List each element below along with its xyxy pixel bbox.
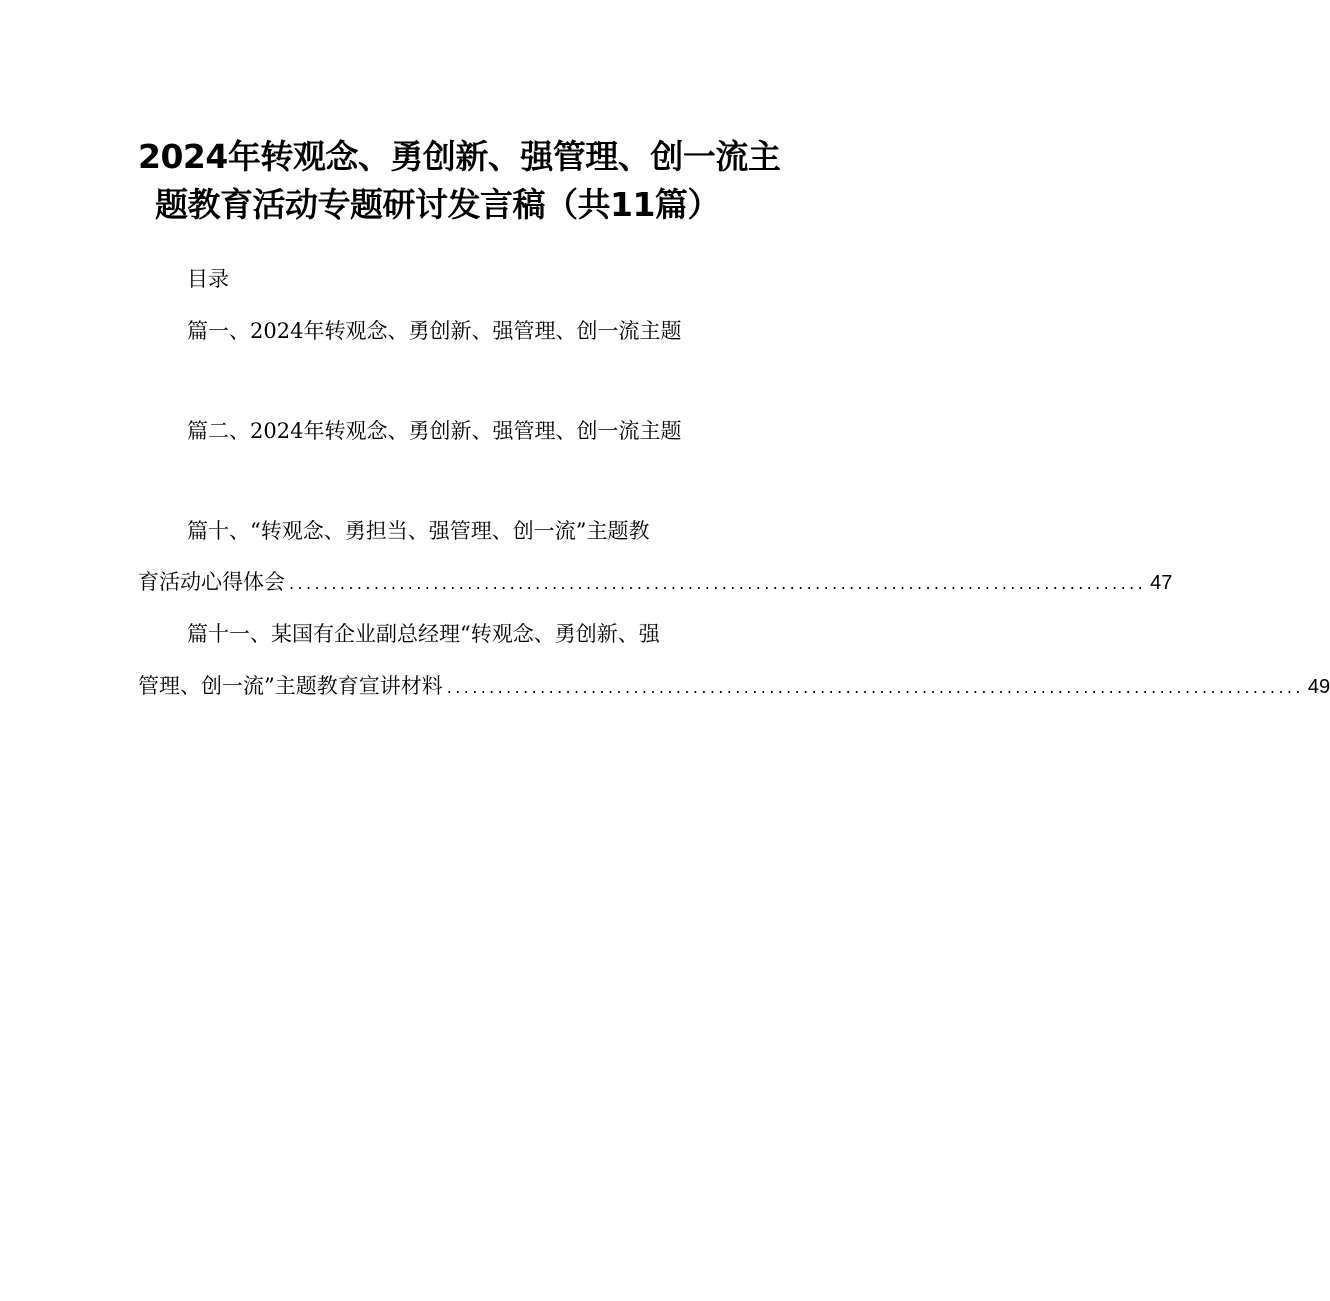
toc-page-number: 49 — [1307, 676, 1330, 698]
toc-entry-1[interactable]: 篇一、2024年转观念、勇创新、强管理、创一流主题 — [187, 319, 682, 343]
document-title-line-2: 题教育活动专题研讨发言稿（共11篇） — [155, 185, 720, 224]
document-title-line-1: 2024年转观念、勇创新、强管理、创一流主 — [138, 137, 781, 176]
toc-entry-11-line-2[interactable] — [138, 671, 1330, 703]
toc-entry-10-line-1[interactable]: 篇十、“转观念、勇担当、强管理、创一流”主题教 — [187, 519, 650, 543]
toc-leader-dots: ..................................................................................................... — [289, 574, 1147, 593]
toc-entry-10-line-2[interactable] — [138, 567, 1173, 599]
toc-entry-2[interactable]: 篇二、2024年转观念、勇创新、强管理、创一流主题 — [187, 419, 682, 443]
toc-entry-11-line-1[interactable]: 篇十一、某国有企业副总经理“转观念、勇创新、强 — [187, 622, 660, 646]
toc-page-number: 47 — [1150, 572, 1173, 594]
toc-heading: 目录 — [187, 267, 229, 291]
toc-entry-11-text: 管理、创一流”主题教育宣讲材料 — [138, 674, 443, 698]
toc-entry-10-text: 育活动心得体会 — [138, 570, 285, 594]
toc-leader-dots: ..................................................................................................... — [446, 678, 1304, 697]
